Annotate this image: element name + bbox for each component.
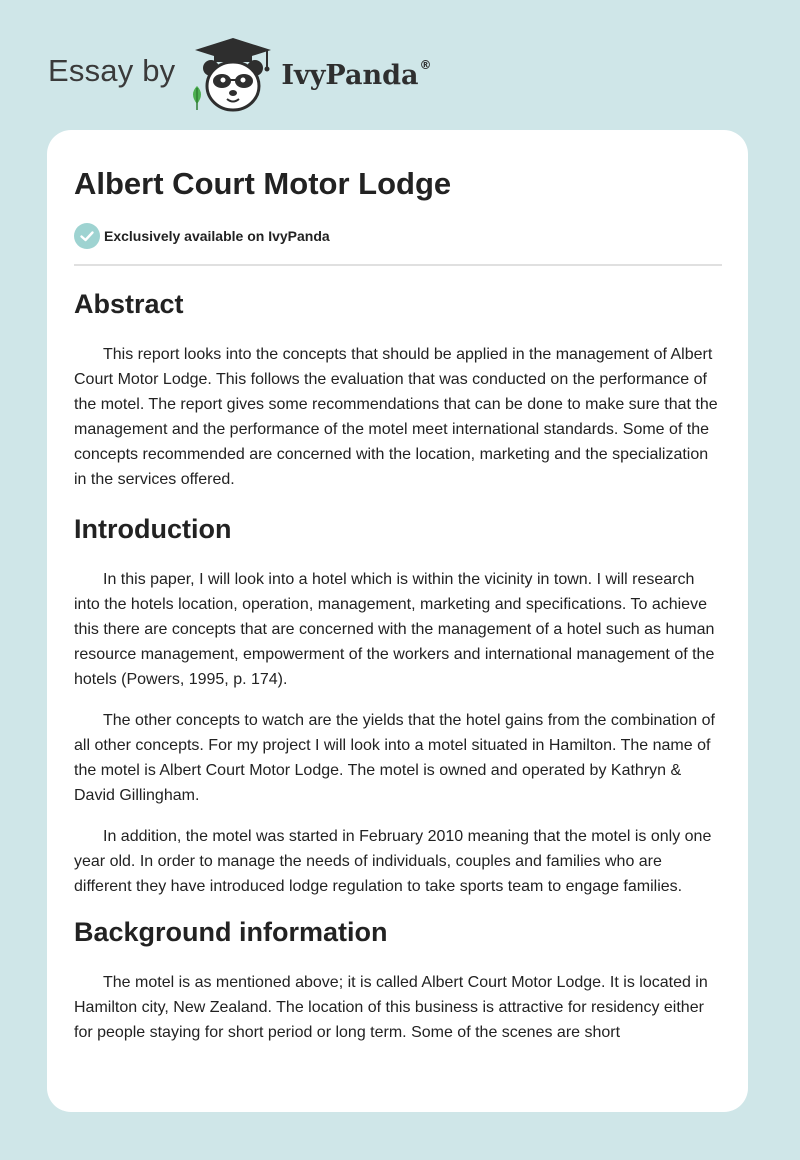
brand-name[interactable]: IvyPanda® bbox=[281, 57, 432, 91]
paragraph: In addition, the motel was started in February 2010 meaning that the motel is only one year old. In order to manage the needs of individuals, couples and families who are different they have introduced lodge regulation to take sports team to engage families. bbox=[74, 828, 712, 895]
essay-card bbox=[47, 130, 748, 1112]
paragraph: In this paper, I will look into a hotel which is within the vicinity in town. I will research into the hotels location, operation, management, marketing and specifications. To achieve this there are concepts that are concerned with the management of a hotel such as human resource management, empowerment of the workers and international management of the hotels (Powers, 1995, p. 174). bbox=[74, 571, 715, 688]
registered-mark: ® bbox=[419, 57, 432, 72]
section-background-information bbox=[74, 915, 722, 1045]
paragraph: The other concepts to watch are the yields that the hotel gains from the combination of all other concepts. For my project I will look into a motel situated in Hamilton. The name of the motel is Albert Court Motor Lodge. The motel is owned and operated by Kathryn & David Gillingham. bbox=[74, 712, 715, 804]
paragraph: The motel is as mentioned above; it is called Albert Court Motor Lodge. It is located in Hamilton city, New Zealand. The location of this business is attractive for residency either for people staying for short period or long term. Some of the scenes are short bbox=[74, 974, 708, 1041]
section-introduction bbox=[74, 512, 722, 899]
section-heading: Abstract bbox=[74, 289, 184, 319]
exclusive-badge bbox=[74, 223, 722, 249]
checkmark-circle-icon bbox=[74, 223, 100, 249]
paragraph: This report looks into the concepts that should be applied in the management of Albert Court Motor Lodge. This follows the evaluation that was conducted on the performance of the motel. The report gives some recommendations that can be done to make sure that the management and the performance of the motel meet international standards. Some of the concepts recommended are concerned with the location, marketing and the specialization in the services offered. bbox=[74, 346, 718, 488]
exclusive-badge-label: Exclusively available on IvyPanda bbox=[104, 228, 330, 244]
section-heading: Background information bbox=[74, 917, 388, 947]
section-abstract bbox=[74, 287, 722, 492]
panda-graduate-logo-icon[interactable] bbox=[187, 34, 279, 114]
site-header bbox=[48, 34, 431, 114]
section-heading: Introduction bbox=[74, 514, 232, 544]
title-divider bbox=[74, 264, 722, 266]
page-title: Albert Court Motor Lodge bbox=[74, 166, 452, 201]
essay-by-label: Essay by bbox=[48, 53, 176, 88]
